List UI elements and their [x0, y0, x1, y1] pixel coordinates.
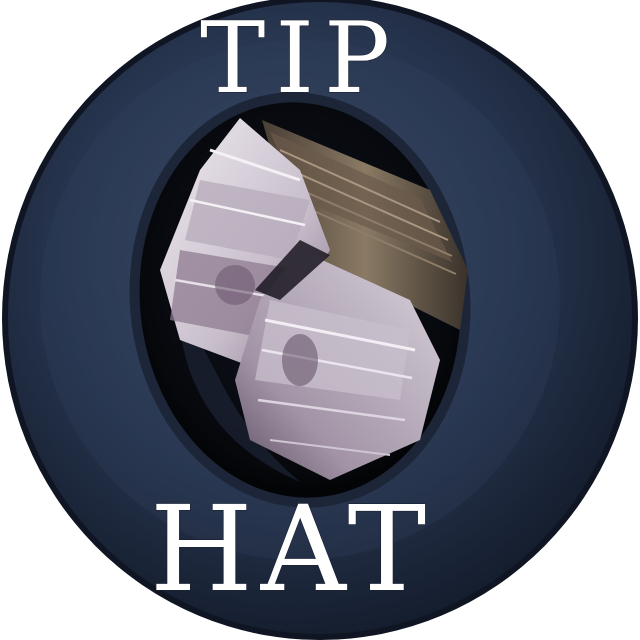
logo-top-word: TIP — [199, 2, 401, 116]
logo-bottom-word: HAT — [149, 480, 435, 618]
